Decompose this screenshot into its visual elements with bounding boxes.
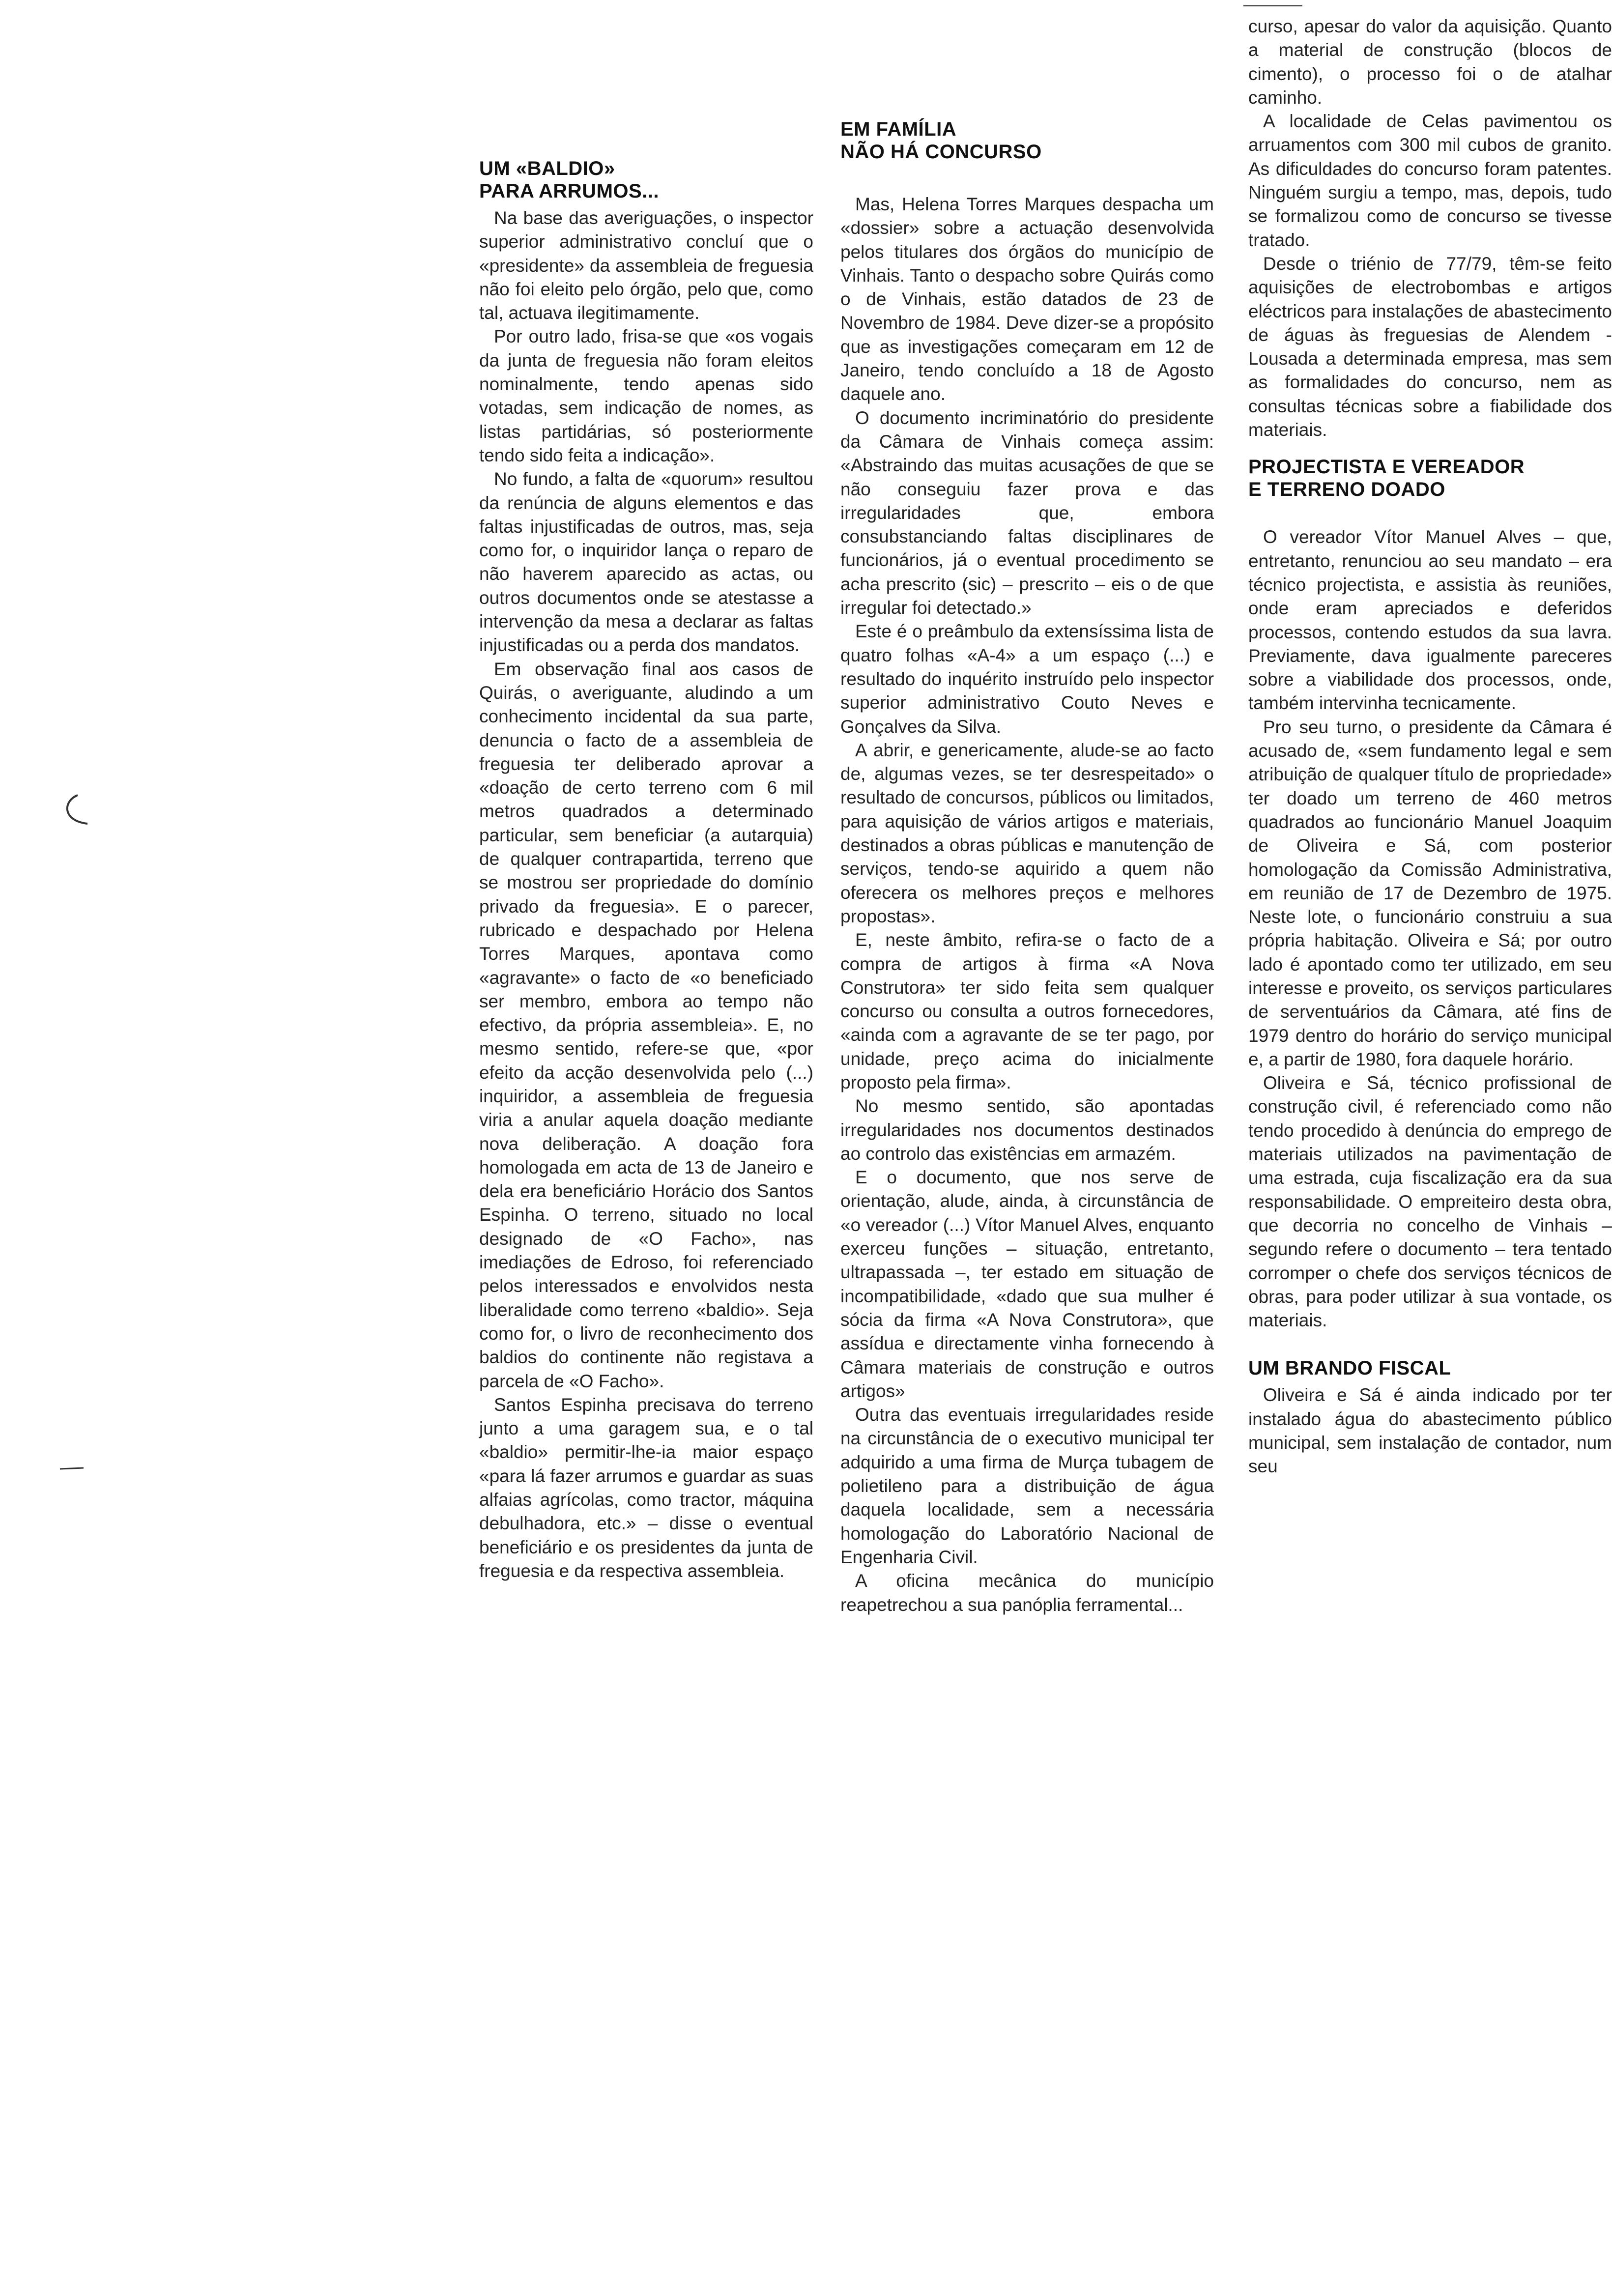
scan-mark-dash	[59, 1440, 88, 1479]
paragraph: A abrir, e genericamente, alude-se ao facto de, algumas vezes, se ter desrespeitado» o resultado de concursos, públicos ou limitados, para aquisição de vários artigos e materiais, destinados a obras públicas e manutenção de serviços, tendo-se aquirido a quem não oferecera os melhores preços e melhores propostas».	[840, 740, 1214, 926]
paragraph: A oficina mecânica do município reapetrechou a sua panóplia ferramental...	[840, 1571, 1214, 1615]
paragraph: O documento incriminatório do presidente da Câmara de Vinhais começa assim: «Abstraindo das muitas acusações de que se não conseguiu fazer prova e das irregularidades que, embora consubstanciando faltas disciplinares de funcionários, já o eventual procedimento se acha prescrito (sic) – prescrito – eis o de que irregular foi detectado.»	[840, 407, 1214, 618]
paragraph: No fundo, a falta de «quorum» resultou da renúncia de alguns elementos e das faltas injustificadas de outros, mas, seja como for, o inquiridor lança o reparo de não haverem aparecido as actas, ou outros documentos onde se atestasse a intervenção da mesa a declarar as faltas injustificadas ou a perda dos mandatos.	[479, 469, 813, 656]
scan-mark-left	[58, 791, 92, 837]
paragraph: Santos Espinha precisava do terreno junto a uma garagem sua, e o tal «baldio» permitir-lhe-ia maior espaço «para lá fazer arrumos e guardar as suas alfaias agrícolas, como tractor, máquina debulhadora, etc.» – disse o eventual beneficiário e os presidentes da junta de freguesia e da respectiva assembleia.	[479, 1394, 813, 1581]
paragraph: No mesmo sentido, são apontadas irregularidades nos documentos destinados ao controlo das existências em armazém.	[840, 1096, 1214, 1164]
paragraph: Pro seu turno, o presidente da Câmara é acusado de, «sem fundamento legal e sem atribuição de qualquer título de propriedade» ter doado um terreno de 460 metros quadrados ao funcionário Manuel Joaquim de Oliveira e Sá, com posterior homologação da Comissão Administrativa, em reunião de 17 de Dezembro de 1975. Neste lote, o funcionário construiu a sua própria habitação. Oliveira e Sá; por outro lado é apontado como ter utilizado, em seu interesse e proveito, os serviços particulares de serventuários da Câmara, até fins de 1979 dentro do horário do serviço municipal e, a partir de 1980, fora daquele horário.	[1248, 717, 1612, 1069]
paragraph: Em observação final aos casos de Quirás, o averiguante, aludindo a um conhecimento incidental da sua parte, denuncia o facto de a assembleia de freguesia ter deliberado aprovar a «doação de certo terreno com 6 mil metros quadrados a determinado particular, sem beneficiar (a autarquia) de qualquer contrapartida, terreno que se mostrou ser propriedade do domínio privado da freguesia». E o parecer, rubricado e despachado por Helena Torres Marques, apontava como «agravante» o facto de «o beneficiado ser membro, embora ao tempo não efectivo, da própria assembleia». E, no mesmo sentido, refere-se que, «por efeito da acção desenvolvida pelo (...) inquiridor, a assembleia de freguesia viria a anular aquela doação mediante nova deliberação. A doação fora homologada em acta de 13 de Janeiro e dela era beneficiário Horácio dos Santos Espinha. O terreno, situado no local designado de «O Facho», nas imediações de Edroso, foi referenciado pelos interessados e envolvidos nesta liberalidade como terreno «baldio». Seja como for, o livro de reconhecimento dos baldios do continente não registava a parcela de «O Facho».	[479, 659, 813, 1391]
paragraph: Este é o preâmbulo da extensíssima lista de quatro folhas «A-4» a um espaço (...) e resultado do inquérito instruído pelo inspector superior administrativo Couto Neves e Gonçalves da Silva.	[840, 621, 1214, 737]
paragraph: Oliveira e Sá, técnico profissional de construção civil, é referenciado como não tendo procedido à denúncia do emprego de materiais utilizados na pavimentação de uma estrada, cuja fiscalização era da sua responsabilidade. O empreiteiro desta obra, que decorria no concelho de Vinhais – segundo refere o documento – tera tentado corromper o chefe dos serviços técnicos de obras, para poder utilizar à sua vontade, os materiais.	[1248, 1073, 1612, 1331]
paragraph: Desde o triénio de 77/79, têm-se feito aquisições de electrobombas e artigos eléctricos para instalações de abastecimento de águas às freguesias de Alendem - Lousada a determinada empresa, mas sem as formalidades do concurso, nem as consultas técnicas sobre a fiabilidade dos materiais.	[1248, 253, 1612, 440]
paragraph: E, neste âmbito, refira-se o facto de a compra de artigos à firma «A Nova Construtora» ter sido feita sem qualquer concurso ou consulta a outros fornecedores, «ainda com a agravante de se ter pago, por unidade, preço acima do inicialmente proposto pela firma».	[840, 930, 1214, 1092]
paragraph: Mas, Helena Torres Marques despacha um «dossier» sobre a actuação desenvolvida pelos titulares dos órgãos do município de Vinhais. Tanto o despacho sobre Quirás como o de Vinhais, estão datados de 23 de Novembro de 1984. Deve dizer-se a propósito que as investigações começaram em 12 de Janeiro, tendo concluído a 18 de Agosto daquele ano.	[840, 194, 1214, 404]
paragraph: Outra das eventuais irregularidades reside na circunstância de o executivo municipal ter adquirido a uma firma de Murça tubagem de polietileno para a distribuição de água daquela localidade, sem a necessária homologação do Laboratório Nacional de Engenharia Civil.	[840, 1405, 1214, 1567]
paragraph: curso, apesar do valor da aquisição. Quanto a material de construção (blocos de cimento), o processo foi o de atalhar caminho.	[1248, 16, 1612, 108]
article-column-2	[840, 118, 1214, 1617]
paragraph: Na base das averiguações, o inspector superior administrativo concluí que o «presidente» da assembleia de freguesia não foi eleito pelo órgão, pelo que, como tal, actuava ilegitimamente.	[479, 208, 813, 323]
section-heading-fiscal: UM BRANDO FISCAL	[1248, 1357, 1451, 1379]
column-top-rule	[1243, 5, 1302, 6]
section-heading-baldio: UM «BALDIO» PARA ARRUMOS...	[479, 158, 660, 202]
paragraph: A localidade de Celas pavimentou os arruamentos com 300 mil cubos de granito. As dificuldades do concurso foram patentes. Ninguém surgiu a tempo, mas, depois, tudo se formalizou como de concurso se tivesse tratado.	[1248, 111, 1612, 250]
section-heading-familia: EM FAMÍLIA NÃO HÁ CONCURSO	[840, 118, 1042, 163]
paragraph: E o documento, que nos serve de orientação, alude, ainda, à circunstância de «o vereador (...) Vítor Manuel Alves, enquanto exerceu funções – situação, entretanto, ultrapassada –, ter estado em situação de incompatibilidade, «dado que sua mulher é sócia da firma «A Nova Construtora», que assídua e directamente vinha fornecendo à Câmara materiais de construção e outros artigos»	[840, 1167, 1214, 1401]
article-column-1	[479, 157, 813, 1583]
paragraph: Oliveira e Sá é ainda indicado por ter instalado água do abastecimento público municipal, sem instalação de contador, num seu	[1248, 1385, 1612, 1477]
article-column-3	[1248, 15, 1612, 1479]
paragraph: Por outro lado, frisa-se que «os vogais da junta de freguesia não foram eleitos nominalmente, tendo apenas sido votadas, sem indicação de nomes, as listas partidárias, só posteriormente tendo sido feita a indicação».	[479, 326, 813, 465]
section-heading-projectista: PROJECTISTA E VEREADOR E TERRENO DOADO	[1248, 456, 1525, 501]
paragraph: O vereador Vítor Manuel Alves – que, entretanto, renunciou ao seu mandato – era técnico projectista, e assistia às reuniões, onde eram apreciados e deferidos processos, contendo estudos da sua lavra. Previamente, dava igualmente pareceres sobre a viabilidade dos processos, onde, também intervinha tecnicamente.	[1248, 527, 1612, 714]
